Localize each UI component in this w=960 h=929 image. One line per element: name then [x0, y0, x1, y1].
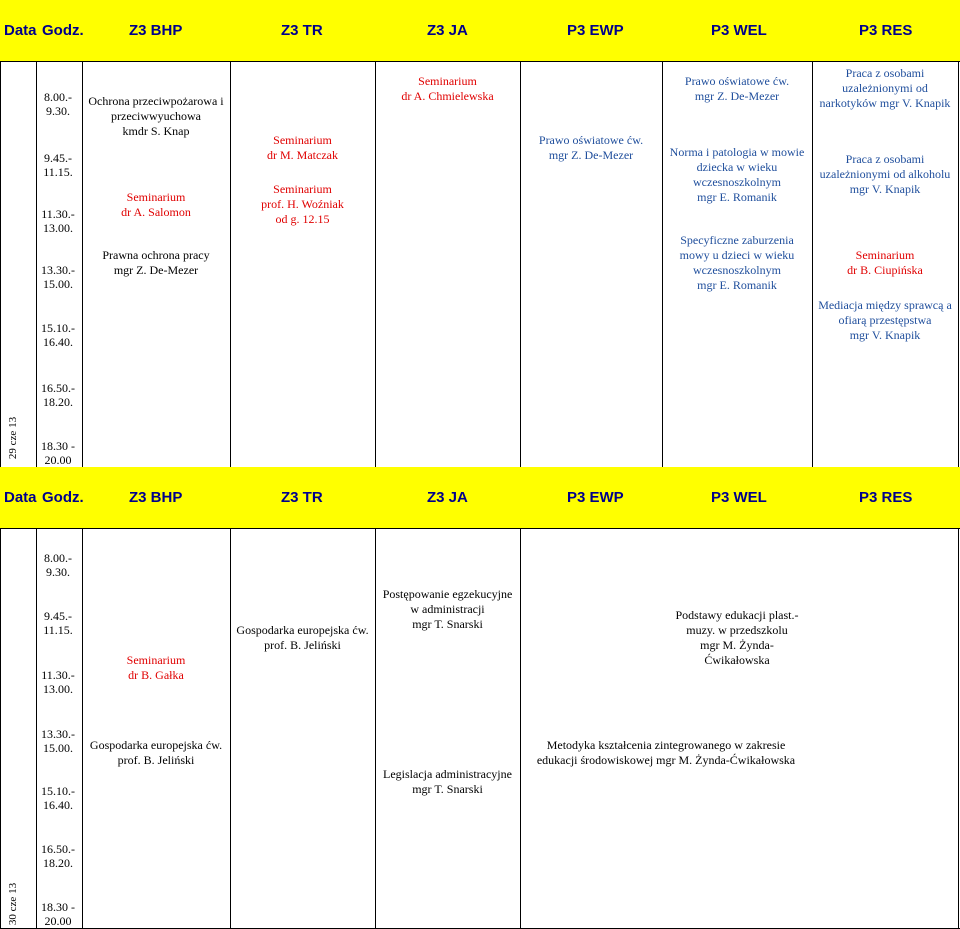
header-p3-res: P3 RES: [859, 489, 913, 506]
class-labour-law: Prawna ochrona pracy mgr Z. De-Mezer: [102, 248, 210, 277]
header-z3-bhp: Z3 BHP: [129, 489, 183, 506]
day2-date: 30 cze 13: [7, 882, 20, 926]
class-alcohol-addiction: Praca z osobami uzależnionymi od alkoholu mgr V. Knapik: [819, 152, 951, 196]
class-fire-protection: Ochrona przeciwpożarowa i przeciwwyuchowa kmdr S. Knap: [88, 94, 224, 138]
header-data: Data: [4, 489, 37, 506]
class-seminar-ciupinska: Seminarium dr B. Ciupińska: [847, 248, 923, 277]
header-p3-wel: P3 WEL: [711, 489, 767, 506]
class-seminar-wozniak: Seminarium prof. H. Woźniak od g. 12.15: [261, 182, 344, 226]
time-slot: 16.50.- 18.20.: [41, 381, 75, 409]
time-slot: 16.50.- 18.20.: [41, 842, 75, 870]
time-slot: 9.45.- 11.15.: [43, 151, 73, 179]
time-slot: 18.30 - 20.00: [41, 439, 75, 467]
time-slot: 13.30.- 15.00.: [41, 727, 75, 755]
class-education-law-ewp: Prawo oświatowe ćw. mgr Z. De-Mezer: [538, 133, 644, 162]
header-p3-res: P3 RES: [859, 22, 913, 39]
class-enforcement-proceedings: Postępowanie egzekucyjne w administracji mgr T. Snarski: [382, 587, 513, 631]
header-z3-tr: Z3 TR: [281, 489, 323, 506]
header-row-2: [0, 467, 960, 528]
class-drug-addiction: Praca z osobami uzależnionymi od narkotyków mgr V. Knapik: [819, 66, 951, 110]
class-education-law-wel: Prawo oświatowe ćw. mgr Z. De-Mezer: [684, 74, 790, 103]
time-slot: 11.30.- 13.00.: [41, 207, 75, 235]
header-z3-bhp: Z3 BHP: [129, 22, 183, 39]
class-european-economy-tr: Gospodarka europejska ćw. prof. B. Jeliński: [236, 623, 369, 652]
time-slot: 8.00.- 9.30.: [44, 90, 72, 118]
class-seminar-galka: Seminarium dr B. Gałka: [126, 653, 186, 682]
class-mediation: Mediacja między sprawcą a ofiarą przestępstwa mgr V. Knapik: [818, 298, 952, 342]
class-seminar-salomon: Seminarium dr A. Salomon: [121, 190, 191, 219]
time-slot: 9.45.- 11.15.: [43, 609, 73, 637]
time-slot: 8.00.- 9.30.: [44, 551, 72, 579]
header-p3-wel: P3 WEL: [711, 22, 767, 39]
class-administrative-legislation: Legislacja administracyjne mgr T. Snarski: [383, 767, 512, 796]
day1-date: 29 cze 13: [7, 416, 20, 460]
header-z3-tr: Z3 TR: [281, 22, 323, 39]
header-godz: Godz.: [42, 22, 84, 39]
time-slot: 18.30 - 20.00: [41, 900, 75, 928]
class-speech-norm: Norma i patologia w mowie dziecka w wieku wczesnoszkolnym mgr E. Romanik: [669, 145, 805, 204]
class-seminar-chmielewska: Seminarium dr A. Chmielewska: [401, 74, 494, 103]
class-integrated-education-methodology: Metodyka kształcenia zintegrowanego w zakresie edukacji środowiskowej mgr M. Żynda-Ćwikałowska: [536, 738, 796, 767]
class-speech-disorders: Specyficzne zaburzenia mowy u dzieci w wieku wczesnoszkolnym mgr E. Romanik: [679, 233, 795, 292]
class-plastic-music-education: Podstawy edukacji plast.- muzy. w przedszkolu mgr M. Żynda- Ćwikałowska: [675, 608, 799, 667]
header-z3-ja: Z3 JA: [427, 22, 468, 39]
time-slot: 11.30.- 13.00.: [41, 668, 75, 696]
class-european-economy-bhp: Gospodarka europejska ćw. prof. B. Jeliński: [89, 738, 223, 767]
time-slot: 13.30.- 15.00.: [41, 263, 75, 291]
header-p3-ewp: P3 EWP: [567, 22, 624, 39]
time-slot: 15.10.- 16.40.: [41, 321, 75, 349]
time-slot: 15.10.- 16.40.: [41, 784, 75, 812]
header-data: Data: [4, 22, 37, 39]
class-seminar-matczak: Seminarium dr M. Matczak: [267, 133, 338, 162]
header-godz: Godz.: [42, 489, 84, 506]
header-p3-ewp: P3 EWP: [567, 489, 624, 506]
header-row-1: [0, 0, 960, 61]
header-z3-ja: Z3 JA: [427, 489, 468, 506]
